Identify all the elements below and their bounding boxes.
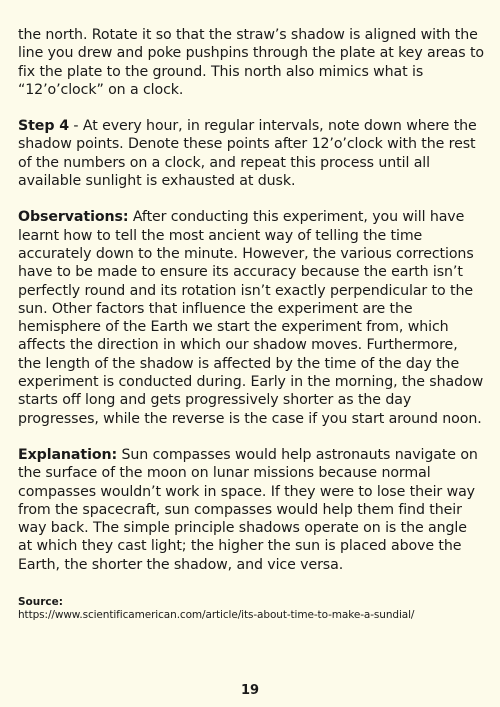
paragraph-rotate-plate bbox=[18, 26, 484, 99]
paragraph-explanation bbox=[18, 446, 484, 574]
page-body bbox=[18, 26, 484, 622]
paragraph-text: After conducting this experiment, you will have learnt how to tell the most ancient way of telling the time accurately down to the minute. However, the various corrections have to be made to ensure its accuracy because the earth isn’t perfectly round and its rotation isn’t exactly perpendicular to the sun. Other factors that influence the experiment are the hemisphere of the Earth we start the experiment from, which affects the direction in which our shadow moves. Furthermore, the length of the shadow is affected by the time of the day the experiment is conducted during. Early in the morning, the shadow starts off long and gets progressively shorter as the day progresses, while the reverse is the case if you start around noon. bbox=[18, 209, 484, 427]
paragraph-step-4 bbox=[18, 117, 484, 190]
paragraph-gap bbox=[18, 428, 484, 446]
paragraph-gap bbox=[18, 190, 484, 208]
paragraph-text: Sun compasses would help astronauts navigate on the surface of the moon on lunar missions because normal compasses wouldn’t work in space. If they were to lose their way from the spacecraft, sun compasses would help them find their way back. The simple principle shadows operate on is the angle at which they cast light; the higher the sun is placed above the Earth, the shorter the shadow, and vice versa. bbox=[18, 446, 478, 573]
paragraph-observations bbox=[18, 208, 484, 428]
step-4-heading: Step 4 bbox=[18, 118, 69, 135]
paragraph-gap bbox=[18, 99, 484, 117]
source-label: Source: bbox=[18, 596, 63, 609]
page-number: 19 bbox=[240, 683, 260, 698]
source-block bbox=[18, 596, 484, 622]
explanation-heading: Explanation: bbox=[18, 446, 118, 463]
source-url: https://www.scientificamerican.com/article/its-about-time-to-make-a-sundial/ bbox=[18, 609, 415, 622]
observations-heading: Observations: bbox=[18, 209, 129, 226]
paragraph-text: - At every hour, in regular intervals, note down where the shadow points. Denote these points after 12’o’clock with the rest of the numbers on a clock, and repeat this process until all available sunlight is exhausted at dusk. bbox=[18, 118, 477, 190]
paragraph-text: the north. Rotate it so that the straw’s shadow is aligned with the line you drew and poke pushpins through the plate at key areas to fix the plate to the ground. This north also mimics what is “12’o’clock” on a clock. bbox=[18, 27, 485, 98]
